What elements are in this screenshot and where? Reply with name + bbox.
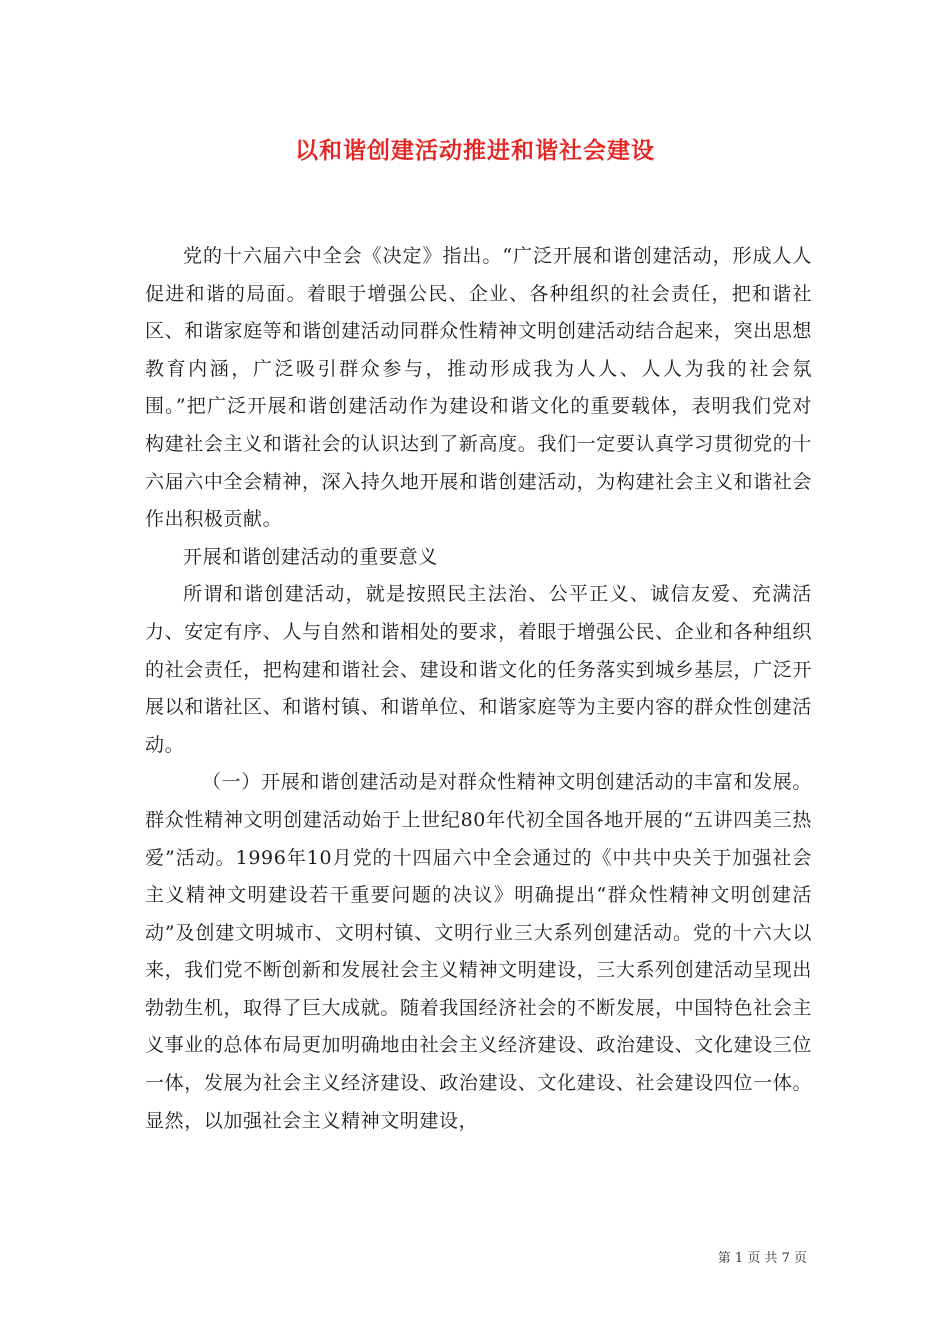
- section-heading-significance: 开展和谐创建活动的重要意义: [183, 545, 438, 568]
- document-title: 以和谐创建活动推进和谐社会建设: [295, 137, 655, 164]
- document-body: [145, 238, 812, 1140]
- paragraph-intro: 党的十六届六中全会《决定》指出。“广泛开展和谐创建活动，形成人人促进和谐的局面。着眼于增强公民、企业、各种组织的社会责任，把和谐社区、和谐家庭等和谐创建活动同群众性精神文明创建活动结合起来，突出思想教育内涵，广泛吸引群众参与，推动形成我为人人、人人为我的社会氛围。”把广泛开展和谐创建活动作为建设和谐文化的重要载体，表明我们党对构建社会主义和谐社会的认识达到了新高度。我们一定要认真学习贯彻党的十六届六中全会精神，深入持久地开展和谐创建活动，为构建社会主义和谐社会作出积极贡献。: [145, 245, 812, 531]
- paragraph-definition: 所谓和谐创建活动，就是按照民主法治、公平正义、诚信友爱、充满活力、安定有序、人与自然和谐相处的要求，着眼于增强公民、企业和各种组织的社会责任，把构建和谐社会、建设和谐文化的任务落实到城乡基层，广泛开展以和谐社区、和谐村镇、和谐单位、和谐家庭等为主要内容的群众性创建活动。: [145, 583, 812, 756]
- page-number-footer: 第 1 页 共 7 页: [717, 1251, 807, 1266]
- paragraph-point-one: （一）开展和谐创建活动是对群众性精神文明创建活动的丰富和发展。群众性精神文明创建活动始于上世纪80年代初全国各地开展的“五讲四美三热爱”活动。1996年10月党的十四届六中全会通过的《中共中央关于加强社会主义精神文明建设若干重要问题的决议》明确提出“群众性精神文明创建活动”及创建文明城市、文明村镇、文明行业三大系列创建活动。党的十六大以来，我们党不断创新和发展社会主义精神文明建设，三大系列创建活动呈现出勃勃生机，取得了巨大成就。随着我国经济社会的不断发展，中国特色社会主义事业的总体布局更加明确地由社会主义经济建设、政治建设、文化建设三位一体，发展为社会主义经济建设、政治建设、文化建设、社会建设四位一体。显然，以加强社会主义精神文明建设，: [145, 771, 812, 1132]
